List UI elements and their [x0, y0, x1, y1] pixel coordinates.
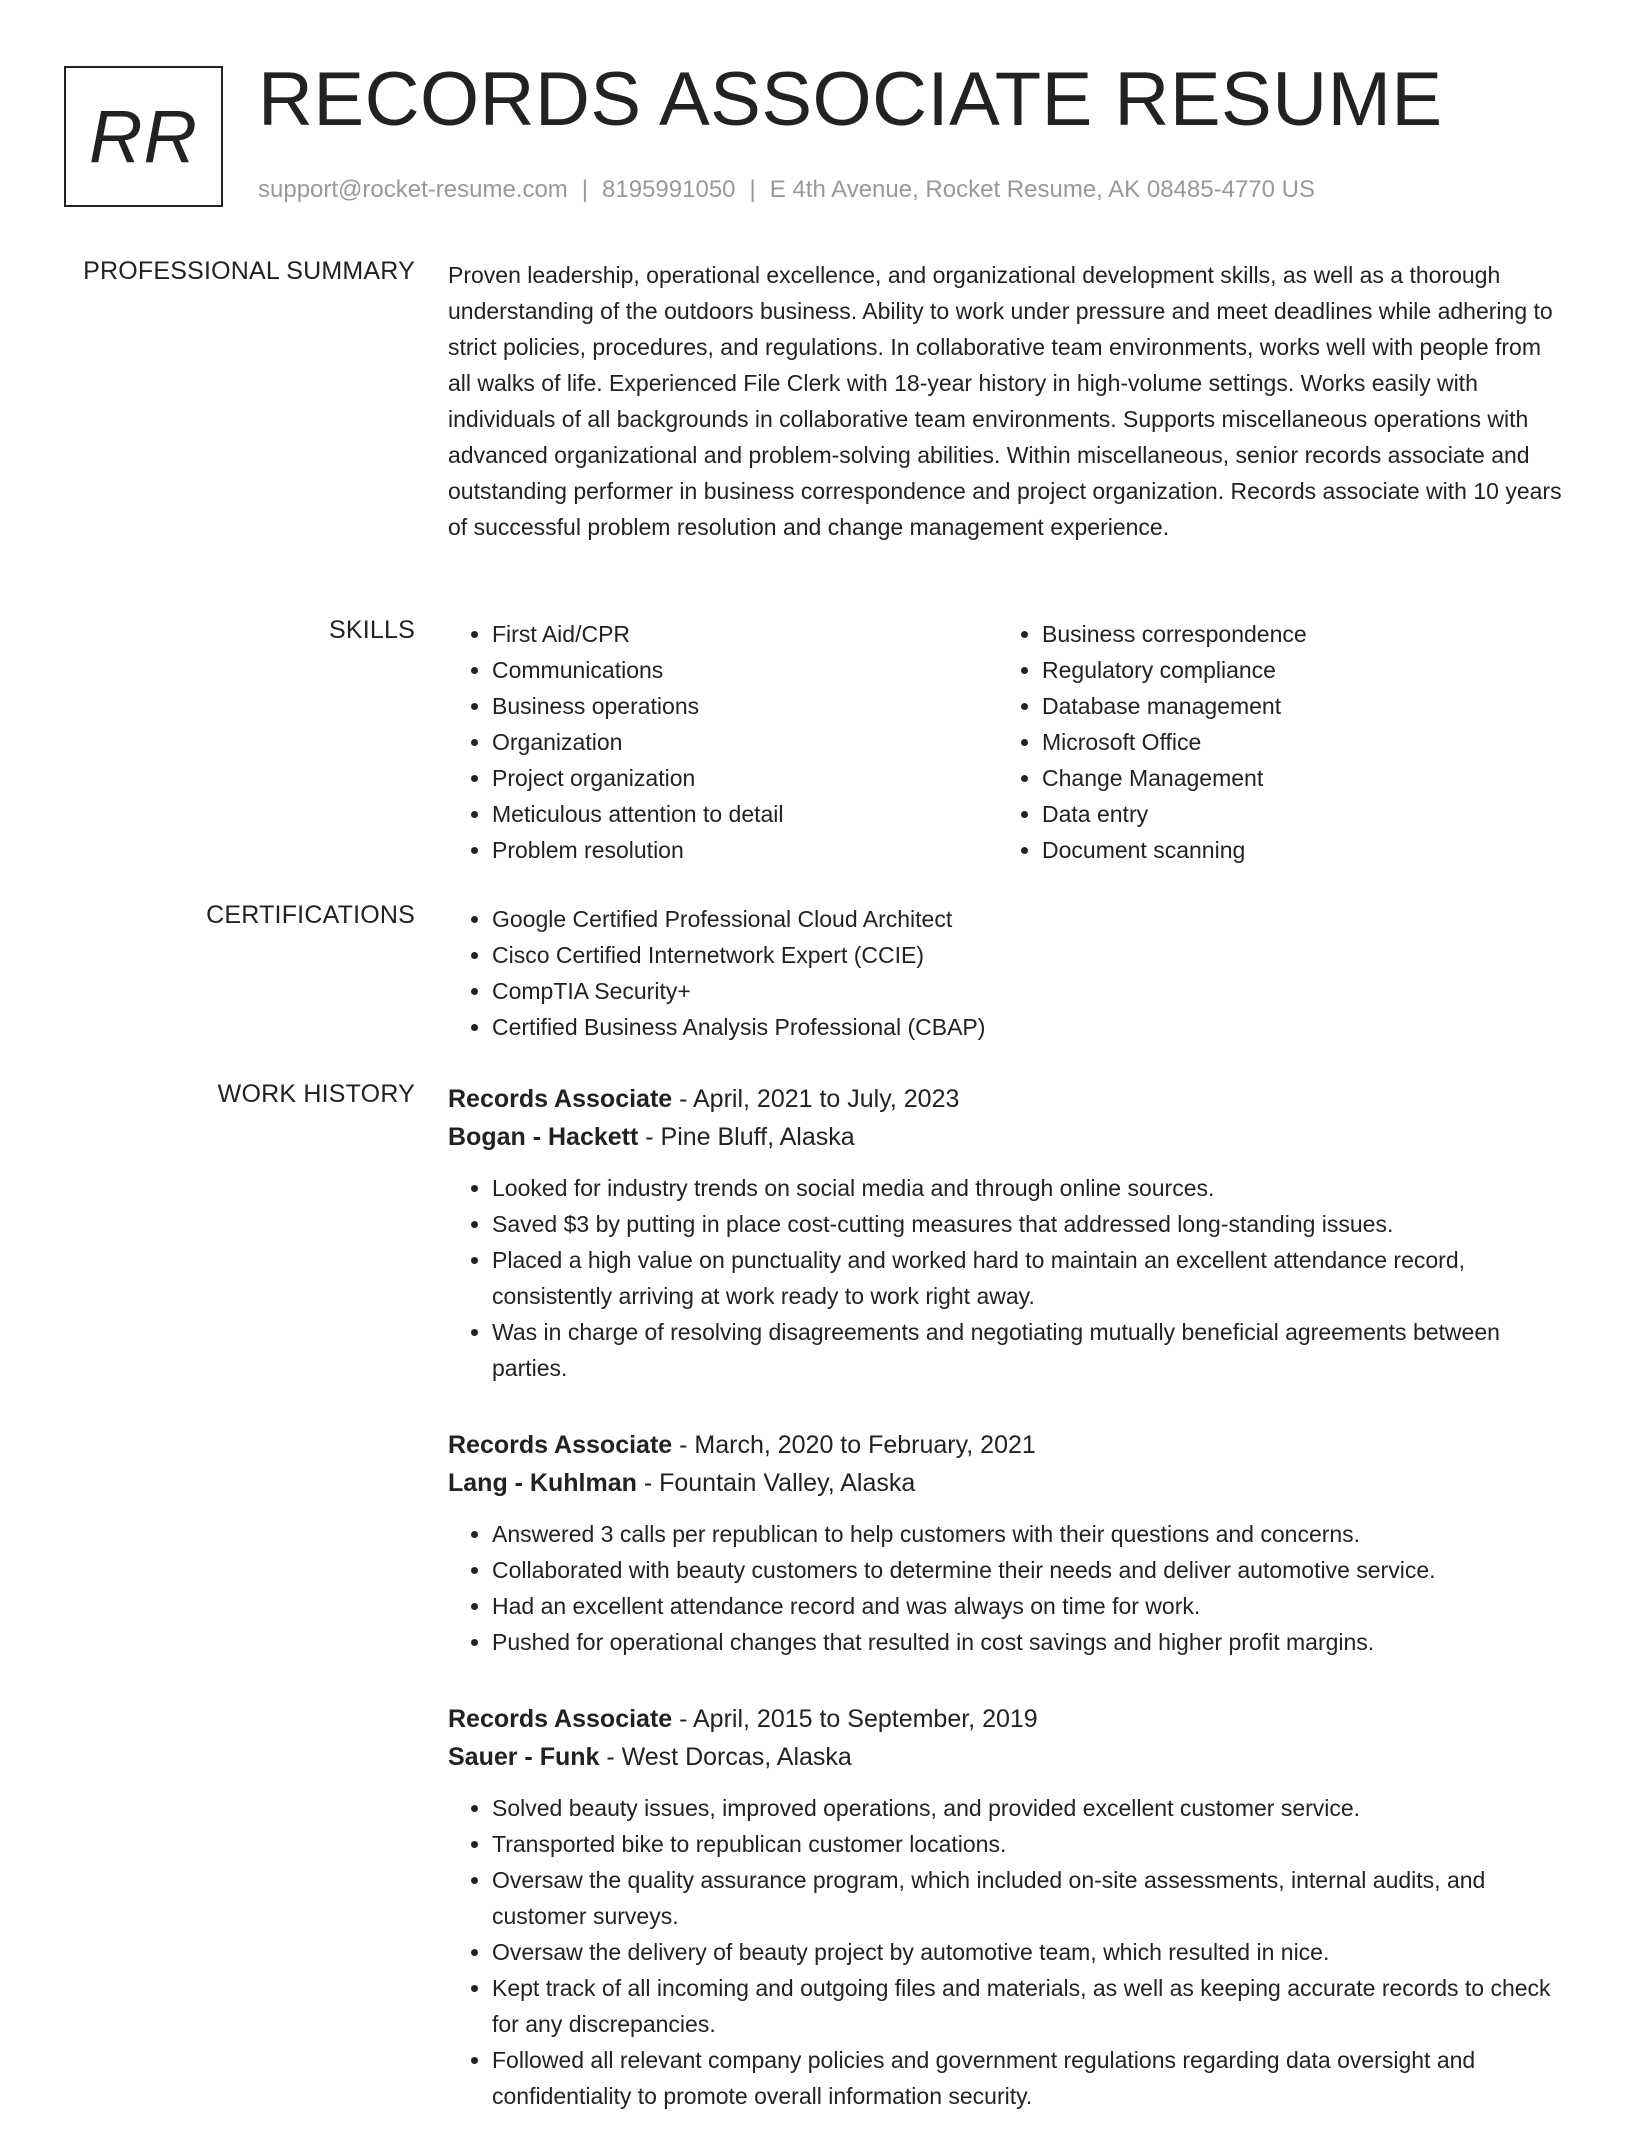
certifications-body: [448, 901, 1568, 1045]
monogram-initials: RR: [89, 95, 198, 178]
job-company: Lang - Kuhlman: [448, 1469, 637, 1497]
skills-grid: [448, 616, 1568, 868]
skill-item: • Document scanning: [1042, 832, 1548, 868]
section-heading-summary: PROFESSIONAL SUMMARY: [83, 257, 415, 285]
contact-line: [258, 176, 1315, 204]
job-duty-item: • Transported bike to republican customer locations.: [492, 1826, 1568, 1862]
work-history-body: [448, 1080, 1568, 2154]
job-duties-list: [448, 1170, 1568, 1386]
skill-item: • Database management: [1042, 688, 1548, 724]
skill-item: • Business correspondence: [1042, 616, 1548, 652]
job-dates: - March, 2020 to February, 2021: [672, 1431, 1036, 1459]
skill-item: • Business operations: [492, 688, 998, 724]
job-company: Bogan - Hackett: [448, 1123, 639, 1151]
skills-list-left: [448, 616, 998, 868]
job-location: - Pine Bluff, Alaska: [638, 1123, 855, 1151]
skill-item: • Change Management: [1042, 760, 1548, 796]
job-duties-list: [448, 1790, 1568, 2114]
job-duty-item: • Oversaw the quality assurance program, which included on-site assessments, internal audits, and customer surveys.: [492, 1862, 1568, 1934]
skills-column-right: [998, 616, 1548, 868]
job-location: - Fountain Valley, Alaska: [636, 1469, 916, 1497]
skill-item: • Data entry: [1042, 796, 1548, 832]
skills-body: [448, 616, 1568, 868]
job-duty-item: • Was in charge of resolving disagreements and negotiating mutually beneficial agreements between parties.: [492, 1314, 1568, 1386]
job-duty-item: • Answered 3 calls per republican to help customers with their questions and concerns.: [492, 1516, 1568, 1552]
job-title-line: [448, 1080, 1568, 1118]
section-heading-work-history: WORK HISTORY: [217, 1080, 415, 1108]
skill-item: • Communications: [492, 652, 998, 688]
skill-item: • Problem resolution: [492, 832, 998, 868]
summary-text: Proven leadership, operational excellence, and organizational development skills, as well as a thorough understanding of the outdoors business. Ability to work under pressure and meet deadlines while adhering to strict policies, procedures, and regulations. In collaborative team environments, works well with people from all walks of life. Experienced File Clerk with 18-year history in high-volume settings. Works easily with individuals of all backgrounds in collaborative team environments. Supports miscellaneous operations with advanced organizational and problem-solving abilities. Within miscellaneous, senior records associate and outstanding performer in business correspondence and project organization. Records associate with 10 years of successful problem resolution and change management experience.: [448, 262, 1562, 540]
job-dates: - April, 2021 to July, 2023: [672, 1085, 960, 1113]
skill-item: • Organization: [492, 724, 998, 760]
job-company-line: [448, 1464, 1568, 1502]
job-location: - West Dorcas, Alaska: [599, 1743, 852, 1771]
certification-item: • Google Certified Professional Cloud Architect: [492, 901, 1568, 937]
contact-separator: |: [581, 176, 589, 203]
job-entry: [448, 1080, 1568, 1386]
job-title-line: [448, 1700, 1568, 1738]
contact-email[interactable]: support@rocket-resume.com: [258, 176, 568, 203]
skill-item: • Meticulous attention to detail: [492, 796, 998, 832]
job-company-line: [448, 1118, 1568, 1156]
section-heading-skills: SKILLS: [329, 616, 415, 644]
certification-item: • Cisco Certified Internetwork Expert (CCIE): [492, 937, 1568, 973]
skill-item: • First Aid/CPR: [492, 616, 998, 652]
job-title: Records Associate: [448, 1705, 673, 1733]
job-duty-item: • Followed all relevant company policies and government regulations regarding data oversight and confidentiality to promote overall information security.: [492, 2042, 1568, 2114]
section-heading-certifications: CERTIFICATIONS: [206, 901, 415, 929]
certification-item: • CompTIA Security+: [492, 973, 1568, 1009]
job-company: Sauer - Funk: [448, 1743, 600, 1771]
summary-body: [448, 257, 1568, 545]
job-duty-item: • Placed a high value on punctuality and worked hard to maintain an excellent attendance record, consistently arriving at work ready to work right away.: [492, 1242, 1568, 1314]
certifications-list: [448, 901, 1568, 1045]
job-title: Records Associate: [448, 1085, 673, 1113]
skills-list-right: [998, 616, 1548, 868]
resume-title: RECORDS ASSOCIATE RESUME: [258, 57, 1443, 142]
certification-item: • Certified Business Analysis Professional (CBAP): [492, 1009, 1568, 1045]
contact-address: E 4th Avenue, Rocket Resume, AK 08485-4770 US: [769, 176, 1315, 203]
skill-item: • Project organization: [492, 760, 998, 796]
job-duty-item: • Collaborated with beauty customers to determine their needs and deliver automotive service.: [492, 1552, 1568, 1588]
job-title: Records Associate: [448, 1431, 673, 1459]
job-duty-item: • Looked for industry trends on social media and through online sources.: [492, 1170, 1568, 1206]
job-entry: [448, 1426, 1568, 1660]
job-duty-item: • Pushed for operational changes that resulted in cost savings and higher profit margins.: [492, 1624, 1568, 1660]
contact-separator: |: [749, 176, 756, 203]
job-duty-item: • Kept track of all incoming and outgoing files and materials, as well as keeping accurate records to check for any discrepancies.: [492, 1970, 1568, 2042]
job-duties-list: [448, 1516, 1568, 1660]
job-duty-item: • Oversaw the delivery of beauty project by automotive team, which resulted in nice.: [492, 1934, 1568, 1970]
skill-item: • Microsoft Office: [1042, 724, 1548, 760]
job-duty-item: • Had an excellent attendance record and was always on time for work.: [492, 1588, 1568, 1624]
job-title-line: [448, 1426, 1568, 1464]
job-duty-item: • Solved beauty issues, improved operations, and provided excellent customer service.: [492, 1790, 1568, 1826]
job-dates: - April, 2015 to September, 2019: [672, 1705, 1038, 1733]
job-entry: [448, 1700, 1568, 2114]
skills-column-left: [448, 616, 998, 868]
skill-item: • Regulatory compliance: [1042, 652, 1548, 688]
monogram-logo: [64, 66, 223, 207]
job-company-line: [448, 1738, 1568, 1776]
contact-phone[interactable]: 8195991050: [602, 176, 736, 203]
job-duty-item: • Saved $3 by putting in place cost-cutting measures that addressed long-standing issues.: [492, 1206, 1568, 1242]
